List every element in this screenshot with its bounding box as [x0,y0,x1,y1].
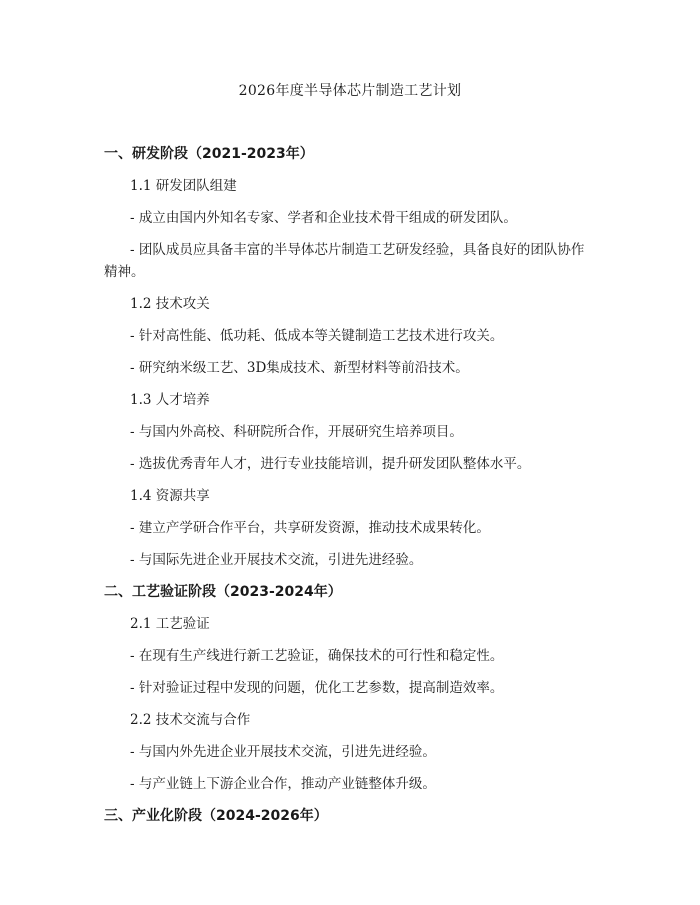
list-item: - 针对验证过程中发现的问题，优化工艺参数，提高制造效率。 [130,680,504,696]
list-item: - 针对高性能、低功耗、低成本等关键制造工艺技术进行攻关。 [130,328,504,344]
subsection-heading-1-3: 1.3 人才培养 [130,392,210,408]
list-item: - 与国内外高校、科研院所合作，开展研究生培养项目。 [130,424,463,440]
list-item-continuation: 精神。 [104,264,145,280]
section-heading-3: 三、产业化阶段（2024-2026年） [104,808,328,824]
list-item: - 研究纳米级工艺、3D集成技术、新型材料等前沿技术。 [130,360,469,376]
subsection-heading-2-2: 2.2 技术交流与合作 [130,712,251,728]
list-item [104,239,604,293]
list-item: - 建立产学研合作平台，共享研发资源，推动技术成果转化。 [130,520,490,536]
document-body [104,143,604,837]
section-heading-2: 二、工艺验证阶段（2023-2024年） [104,584,342,600]
list-item: - 选拔优秀青年人才，进行专业技能培训，提升研发团队整体水平。 [130,456,531,472]
subsection-heading-1-4: 1.4 资源共享 [130,488,210,504]
list-item: - 与国内外先进企业开展技术交流，引进先进经验。 [130,744,436,760]
subsection-heading-2-1: 2.1 工艺验证 [130,616,210,632]
document-title: 2026年度半导体芯片制造工艺计划 [238,83,462,99]
section-heading-1: 一、研发阶段（2021-2023年） [104,146,314,162]
list-item-text: - 团队成员应具备丰富的半导体芯片制造工艺研发经验，具备良好的团队协作 [130,242,585,258]
list-item: - 与国际先进企业开展技术交流，引进先进经验。 [130,552,423,568]
list-item: - 与产业链上下游企业合作，推动产业链整体升级。 [130,776,436,792]
subsection-heading-1-2: 1.2 技术攻关 [130,296,210,312]
list-item: - 在现有生产线进行新工艺验证，确保技术的可行性和稳定性。 [130,648,504,664]
list-item: - 成立由国内外知名专家、学者和企业技术骨干组成的研发团队。 [130,210,517,226]
subsection-heading-1-1: 1.1 研发团队组建 [130,178,237,194]
